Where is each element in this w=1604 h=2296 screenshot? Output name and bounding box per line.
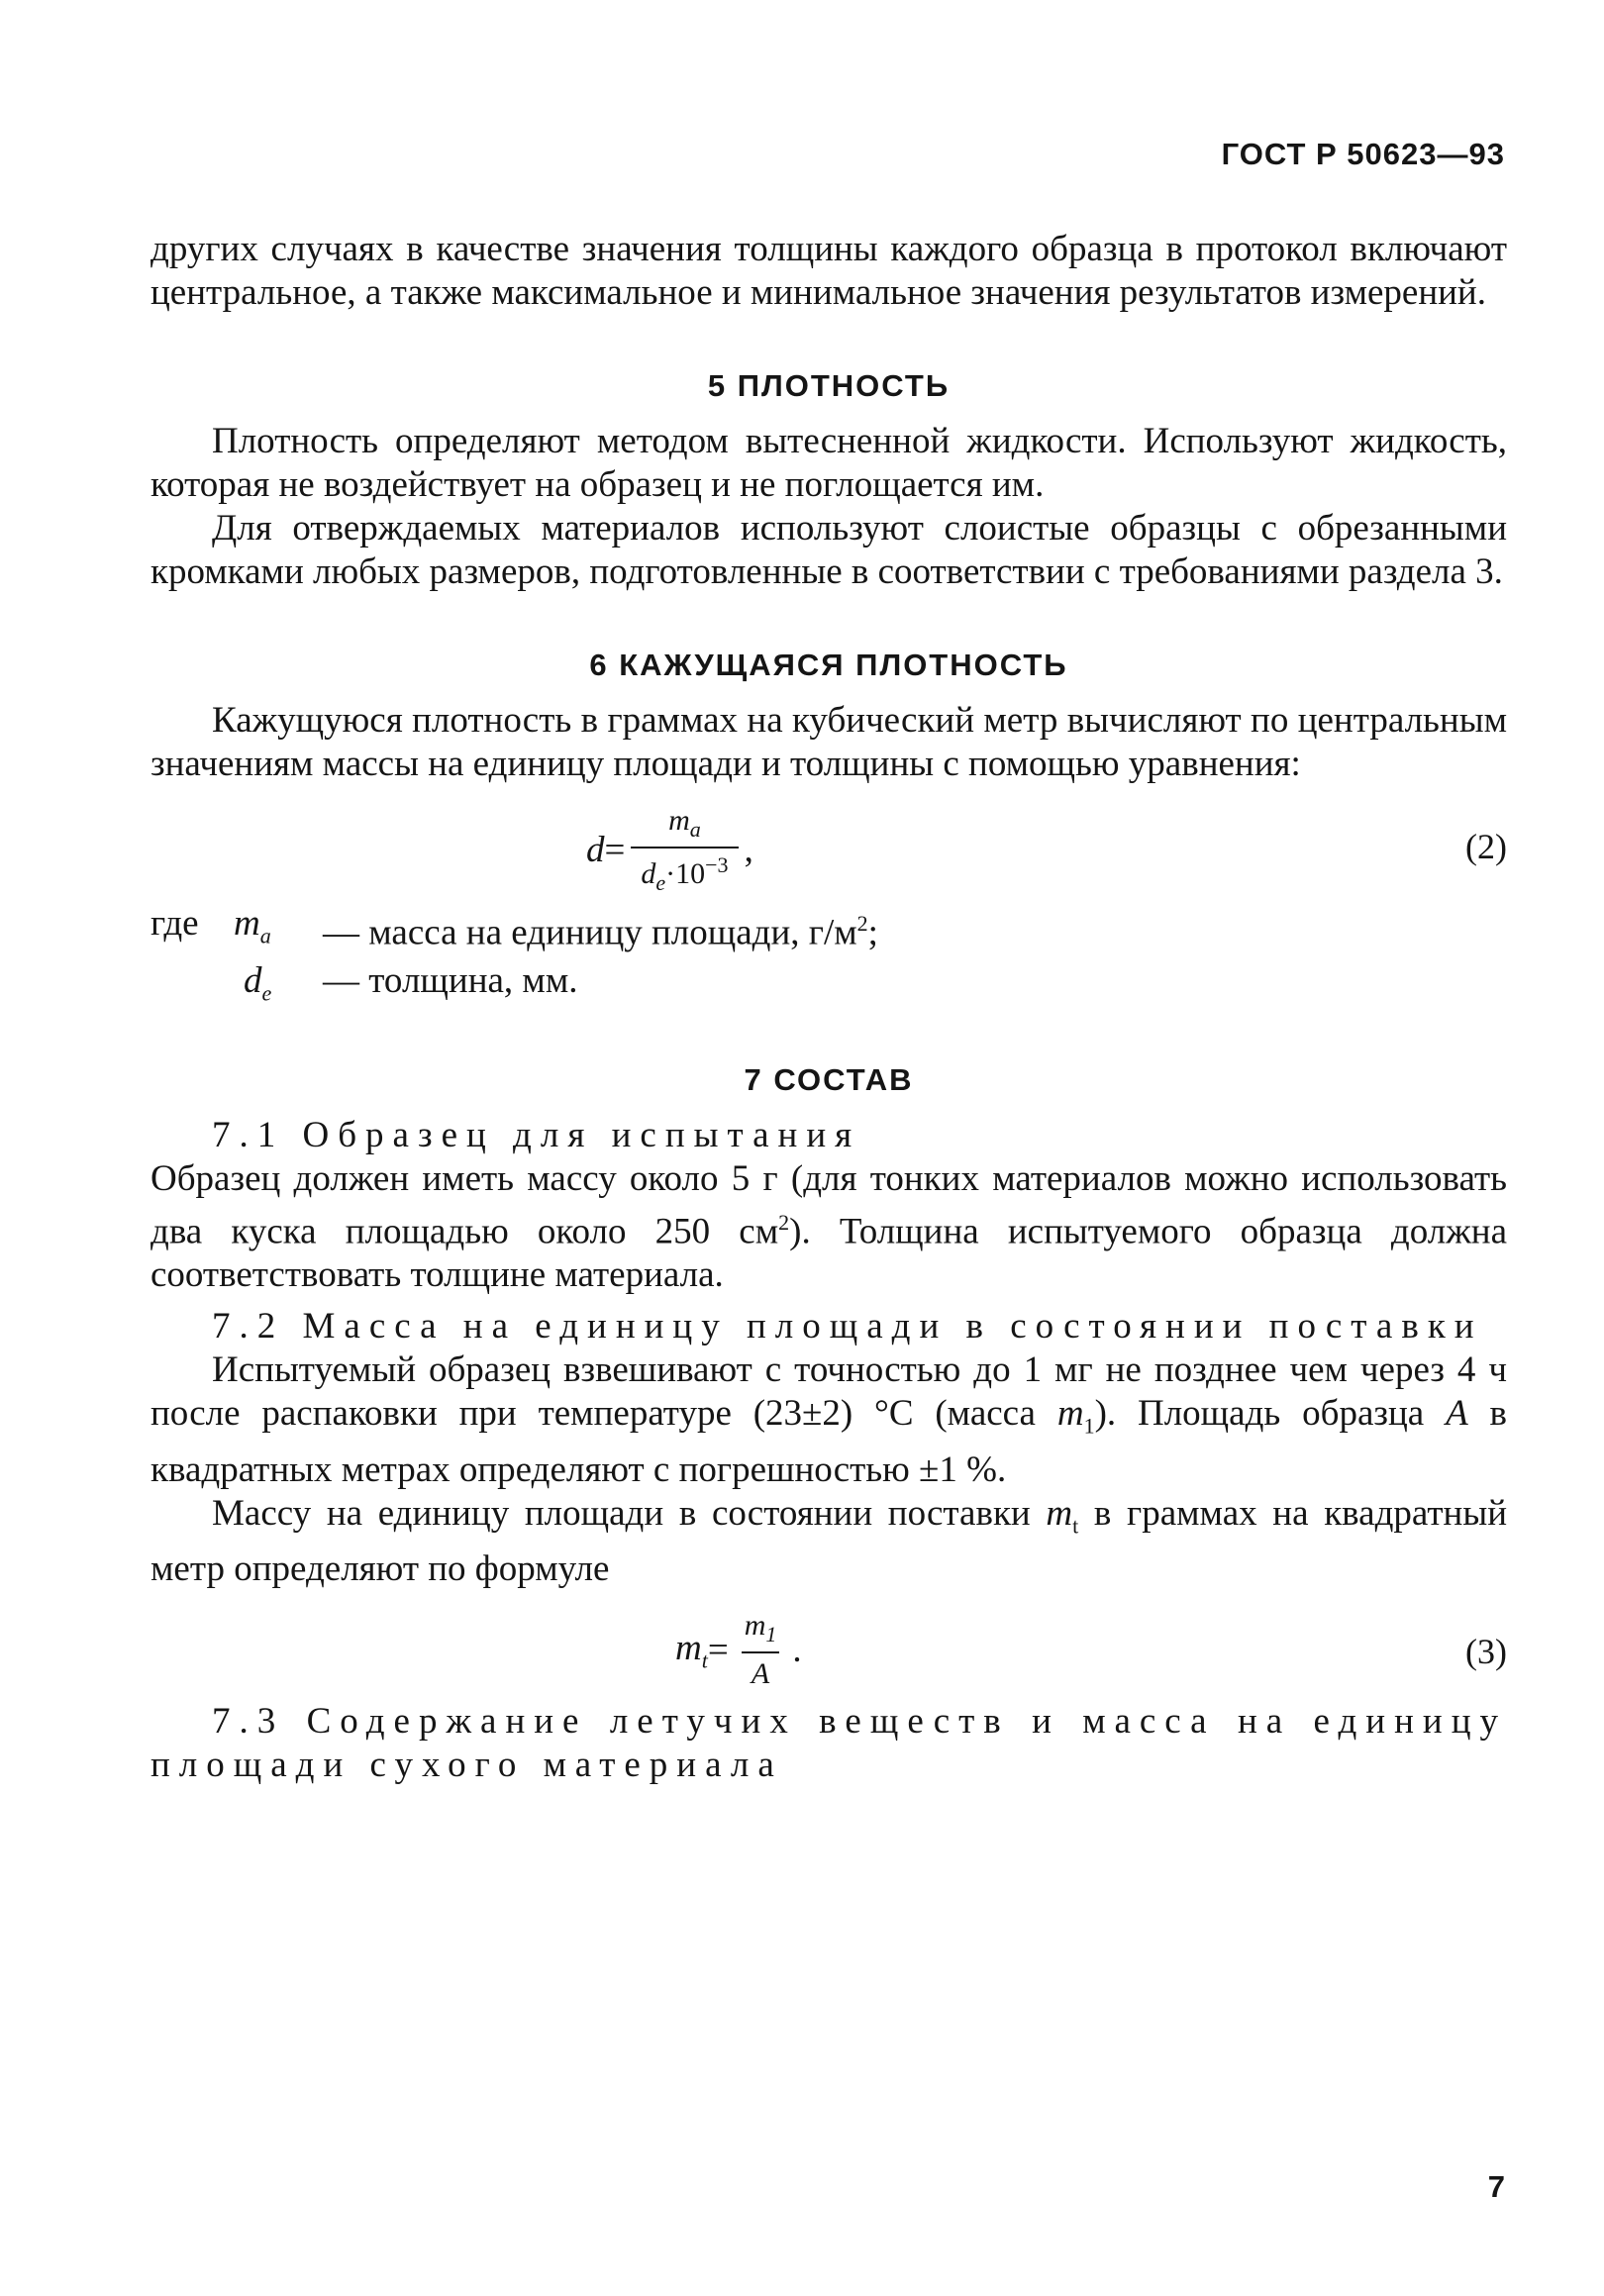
formula-3-denominator: A <box>742 1651 779 1691</box>
formula-2 <box>150 804 1507 895</box>
formula-3 <box>150 1609 1507 1694</box>
formula-2-denominator: $d_e\cdot 10^{-3}$ <box>631 847 738 896</box>
subsection-7-1-text: Образец должен иметь массу около 5 г (для тонких материалов можно использовать два куска площадью около 250 $см^2$). Толщина испытуемого образца должна соответствовать толщине материала. <box>150 1157 1507 1296</box>
document-body <box>150 228 1507 1787</box>
legend-row-de: $d_e$ — толщина, мм. <box>244 960 578 1006</box>
formula-3-period: . <box>792 1629 802 1670</box>
formula-2-comma: , <box>744 830 753 870</box>
formula-2-number: (2) <box>1465 827 1507 866</box>
formula-3-lhs: $m_t$ <box>675 1627 708 1673</box>
formula-3-fraction <box>735 1609 787 1691</box>
subsection-7-2-paragraph-2: Массу на единицу площади в состоянии поставки $m_t$ в граммах на квадратный метр определяют по формуле <box>150 1492 1507 1589</box>
section-6-heading: 6 КАЖУЩАЯСЯ ПЛОТНОСТЬ <box>589 648 1068 682</box>
formula-2-legend <box>150 901 1507 1017</box>
formula-3-numerator: $m_1$ <box>744 1608 777 1647</box>
subsection-7-2-label: 7.2 Масса на единицу площади в состоянии поставки <box>212 1306 1483 1348</box>
formula-2-lhs: d <box>586 830 605 870</box>
page-number: 7 <box>1487 2169 1505 2204</box>
subsection-7-2-paragraph-1: Испытуемый образец взвешивают с точностью до 1 мг не позднее чем через 4 ч после распаковки при температуре (23±2) °С (масса $m_1$). Площадь образца A в квадратных метрах определяют с погрешностью ±1 %. <box>150 1349 1507 1490</box>
formula-3-equals: = <box>707 1629 729 1670</box>
formula-2-equals: = <box>604 830 626 870</box>
document-header: ГОСТ Р 50623—93 <box>1221 137 1505 171</box>
subsection-7-3-label: 7.3 Содержание летучих веществ и масса на единицу площади сухого материала <box>150 1700 1507 1785</box>
formula-2-numerator: $m_a$ <box>668 804 701 842</box>
legend-row-ma: где $m_a$ — масса на единицу площади, $г/м^2$; <box>150 903 878 953</box>
formula-3-number: (3) <box>1465 1631 1507 1671</box>
subsection-7-1-label: 7.1 Образец для испытания <box>212 1114 861 1155</box>
section-5-paragraph-1: Плотность определяют методом вытесненной жидкости. Используют жидкость, которая не воздействует на образец и не поглощается им. <box>150 421 1507 505</box>
formula-2-fraction <box>631 804 738 896</box>
section-7-heading: 7 СОСТАВ <box>744 1061 914 1097</box>
section-6-paragraph: Кажущуюся плотность в граммах на кубический метр вычисляют по центральным значениям массы на единицу площади и толщины с помощью уравнения: <box>150 700 1507 784</box>
section-5-heading: 5 ПЛОТНОСТЬ <box>707 368 951 403</box>
intro-paragraph: других случаях в качестве значения толщины каждого образца в протокол включают центральное, а также максимальное и минимальное значения результатов измерений. <box>150 229 1507 313</box>
section-5-paragraph-2: Для отверждаемых материалов используют слоистые образцы с обрезанными кромками любых размеров, подготовленные в соответствии с требованиями раздела 3. <box>150 508 1507 592</box>
